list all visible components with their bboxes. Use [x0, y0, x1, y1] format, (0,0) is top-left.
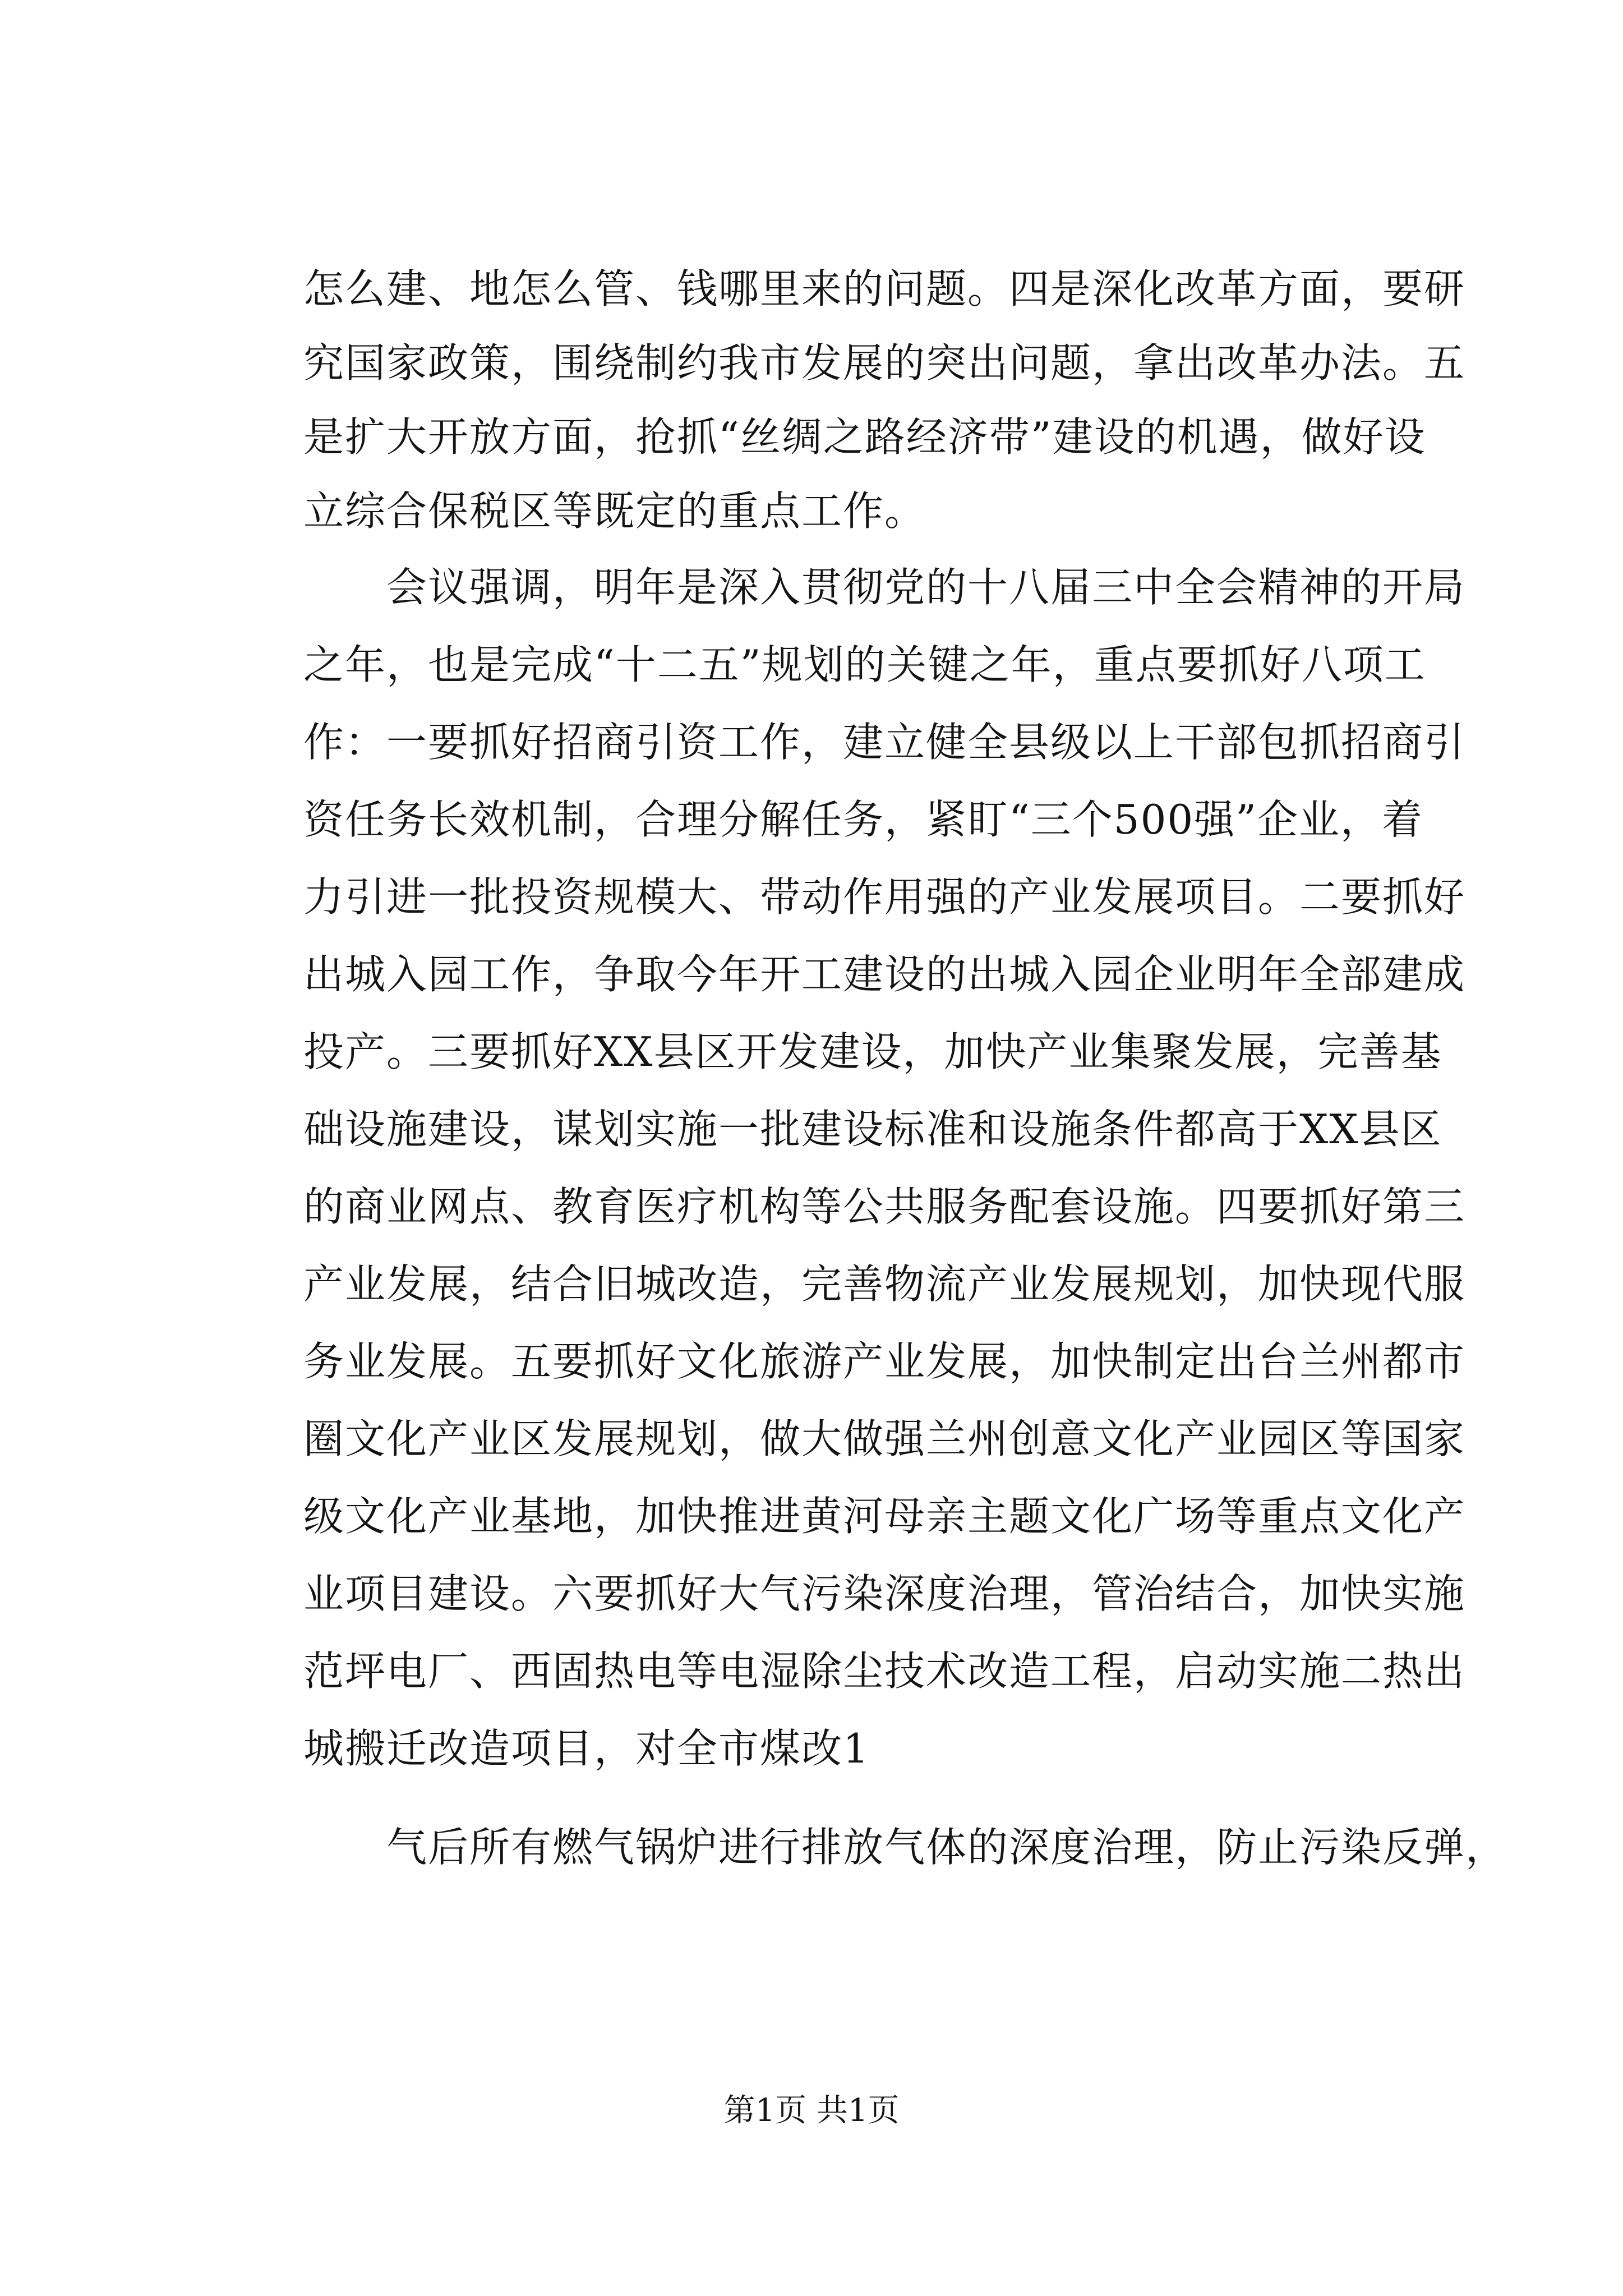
body-text-line: 业项目建设。六要抓好大气污染深度治理，管治结合，加快实施: [303, 1570, 1466, 1617]
body-text-line: 资任务长效机制，合理分解任务，紧盯“三个500强”企业，着: [303, 796, 1424, 843]
body-text-line: 圈文化产业区发展规划，做大做强兰州创意文化产业园区等国家: [303, 1415, 1466, 1462]
body-text-line: 投产。三要抓好XX县区开发建设，加快产业集聚发展，完善基: [303, 1028, 1442, 1075]
body-text-line: 之年，也是完成“十二五”规划的关键之年，重点要抓好八项工: [303, 641, 1426, 688]
body-text-line: 级文化产业基地，加快推进黄河母亲主题文化广场等重点文化产: [303, 1493, 1466, 1540]
body-text-line: 务业发展。五要抓好文化旅游产业发展，加快制定出台兰州都市: [303, 1338, 1466, 1385]
body-text-line: 怎么建、地怎么管、钱哪里来的问题。四是深化改革方面，要研: [303, 265, 1466, 312]
body-text-line: 立综合保税区等既定的重点工作。: [303, 487, 926, 535]
body-text-line: 作：一要抓好招商引资工作，建立健全县级以上干部包抓招商引: [303, 719, 1466, 766]
body-text-line: 范坪电厂、西固热电等电湿除尘技术改造工程，启动实施二热出: [303, 1648, 1466, 1695]
body-text-line: 础设施建设，谋划实施一批建设标准和设施条件都高于XX县区: [303, 1106, 1442, 1153]
body-text-line: 是扩大开放方面，抢抓“丝绸之路经济带”建设的机遇，做好设: [303, 413, 1426, 461]
body-text-line: 的商业网点、教育医疗机构等公共服务配套设施。四要抓好第三: [303, 1183, 1466, 1230]
body-text-line: 出城入园工作，争取今年开工建设的出城入园企业明年全部建成: [303, 951, 1466, 998]
body-text-line: 城搬迁改造项目，对全市煤改1: [303, 1725, 870, 1772]
body-text-line: 产业发展，结合旧城改造，完善物流产业发展规划，加快现代服: [303, 1260, 1466, 1308]
paragraph-start-line: 气后所有燃气锅炉进行排放气体的深度治理，防止污染反弹，: [303, 1824, 1507, 1871]
body-text-line: 究国家政策，围绕制约我市发展的突出问题，拿出改革办法。五: [303, 339, 1466, 386]
body-text-line: 力引进一批投资规模大、带动作用强的产业发展项目。二要抓好: [303, 873, 1466, 921]
paragraph-start-line: 会议强调，明年是深入贯彻党的十八届三中全会精神的开局: [303, 564, 1466, 611]
page-number-footer: 第1页 共1页: [723, 2092, 900, 2129]
